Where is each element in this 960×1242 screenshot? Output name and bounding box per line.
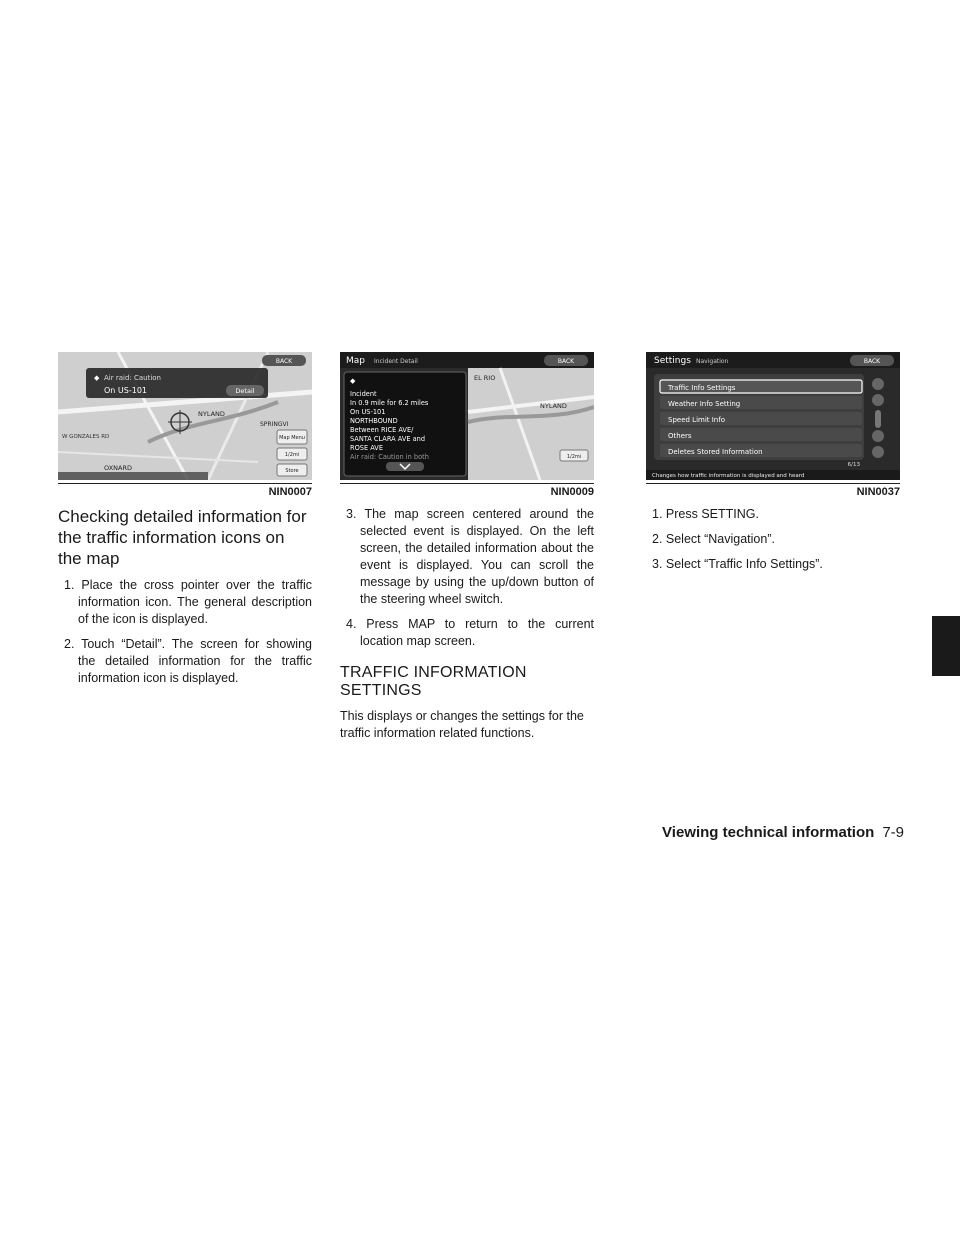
scroll-down-icon[interactable] (872, 430, 884, 442)
svg-text:◆: ◆ (94, 374, 100, 382)
detail-line: Incident (350, 390, 377, 398)
step-item: 4. Press MAP to return to the current location map screen. (346, 617, 594, 648)
figure-code: NIN0037 (646, 483, 900, 498)
step-item: 3. Select “Traffic Info Settings”. (652, 557, 823, 571)
figure-code: NIN0009 (340, 483, 594, 498)
figure-code: NIN0007 (58, 483, 312, 498)
place-label-1: NYLAND (198, 410, 225, 418)
place-label-2: NYLAND (540, 402, 567, 410)
header-main: Map (346, 356, 365, 366)
detail-line: In 0.9 mile for 6.2 miles (350, 399, 429, 407)
scroll-top-icon[interactable] (872, 378, 884, 390)
map-pane (468, 368, 594, 480)
step-item: 3. The map screen centered around the selected event is displayed. On the left screen, the detailed information about the event is displayed. You can scroll the message by using the up/down button of the steering wheel switch. (346, 507, 594, 606)
scroll-up-icon[interactable] (872, 394, 884, 406)
status-text: Changes how traffic information is displayed and heard (652, 473, 805, 479)
settings-screen (646, 352, 900, 480)
footer-section-title: Viewing technical information (662, 824, 875, 841)
detail-line: Air raid: Caution in both (350, 453, 429, 461)
section-heading: Checking detailed information for the traffic information icons on the map (58, 507, 307, 568)
detail-line: NORTHBOUND (350, 417, 398, 425)
section-body: This displays or changes the settings for the traffic information related functions. (340, 709, 584, 740)
section-heading: TRAFFIC INFORMATION SETTINGS (340, 664, 527, 699)
figure-incident-detail (340, 352, 594, 480)
menu-item-label: Weather Info Setting (668, 400, 741, 408)
popup-title: Air raid: Caution (104, 374, 161, 382)
figure-map-popup (58, 352, 312, 480)
chapter-tab (932, 616, 960, 676)
step-list (646, 506, 900, 573)
figure-settings-menu (646, 352, 900, 480)
popup-road: On US-101 (104, 386, 147, 395)
place-label-2: OXNARD (104, 464, 132, 472)
page-number: 7-9 (882, 824, 904, 841)
back-button-label: BACK (275, 358, 293, 365)
detail-line: Between RICE AVE/ (350, 426, 414, 434)
column-middle (340, 352, 594, 742)
column-left (58, 352, 312, 695)
menu-item-label: Deletes Stored Information (668, 448, 763, 456)
step-list (340, 506, 594, 650)
header-sub: Navigation (696, 358, 729, 365)
scroll-bottom-icon[interactable] (872, 446, 884, 458)
place-label-1: EL RIO (474, 374, 496, 382)
street-label: W GONZALES RD (62, 434, 110, 440)
page-footer (662, 824, 904, 841)
step-item: 2. Select “Navigation”. (652, 532, 775, 546)
detail-button-label: Detail (235, 387, 255, 395)
menu-item-label: Traffic Info Settings (668, 384, 736, 392)
header-main: Settings (654, 356, 691, 366)
menu-item-label: Speed Limit Info (668, 416, 725, 424)
step-item: 2. Touch “Detail”. The screen for showing the detailed information for the traffic information icon is displayed. (64, 637, 312, 685)
back-button-label: BACK (863, 358, 881, 365)
scrollbar[interactable] (875, 410, 881, 428)
store-label: Store (285, 468, 299, 474)
place-label-3: SPRINGVI (260, 421, 289, 428)
header-sub: Incident Detail (374, 358, 418, 365)
incident-screen (340, 352, 594, 480)
back-button-label: BACK (557, 358, 575, 365)
step-item: 1. Press SETTING. (652, 507, 759, 521)
column-right (646, 352, 900, 581)
detail-line: On US-101 (350, 408, 386, 416)
scale-label: 1/2mi (284, 452, 300, 458)
scale-label: 1/2mi (566, 454, 582, 460)
menu-item-label: Others (668, 432, 692, 440)
svg-text:◆: ◆ (350, 377, 356, 385)
map-screen (58, 352, 312, 480)
detail-line: SANTA CLARA AVE and (350, 435, 425, 443)
map-menu-label: Map Menu (279, 435, 305, 441)
page-indicator: 6/13 (847, 462, 860, 468)
step-item: 1. Place the cross pointer over the traffic information icon. The general description of the icon is displayed. (64, 578, 312, 626)
step-list (58, 577, 312, 687)
detail-line: ROSE AVE (350, 444, 383, 452)
